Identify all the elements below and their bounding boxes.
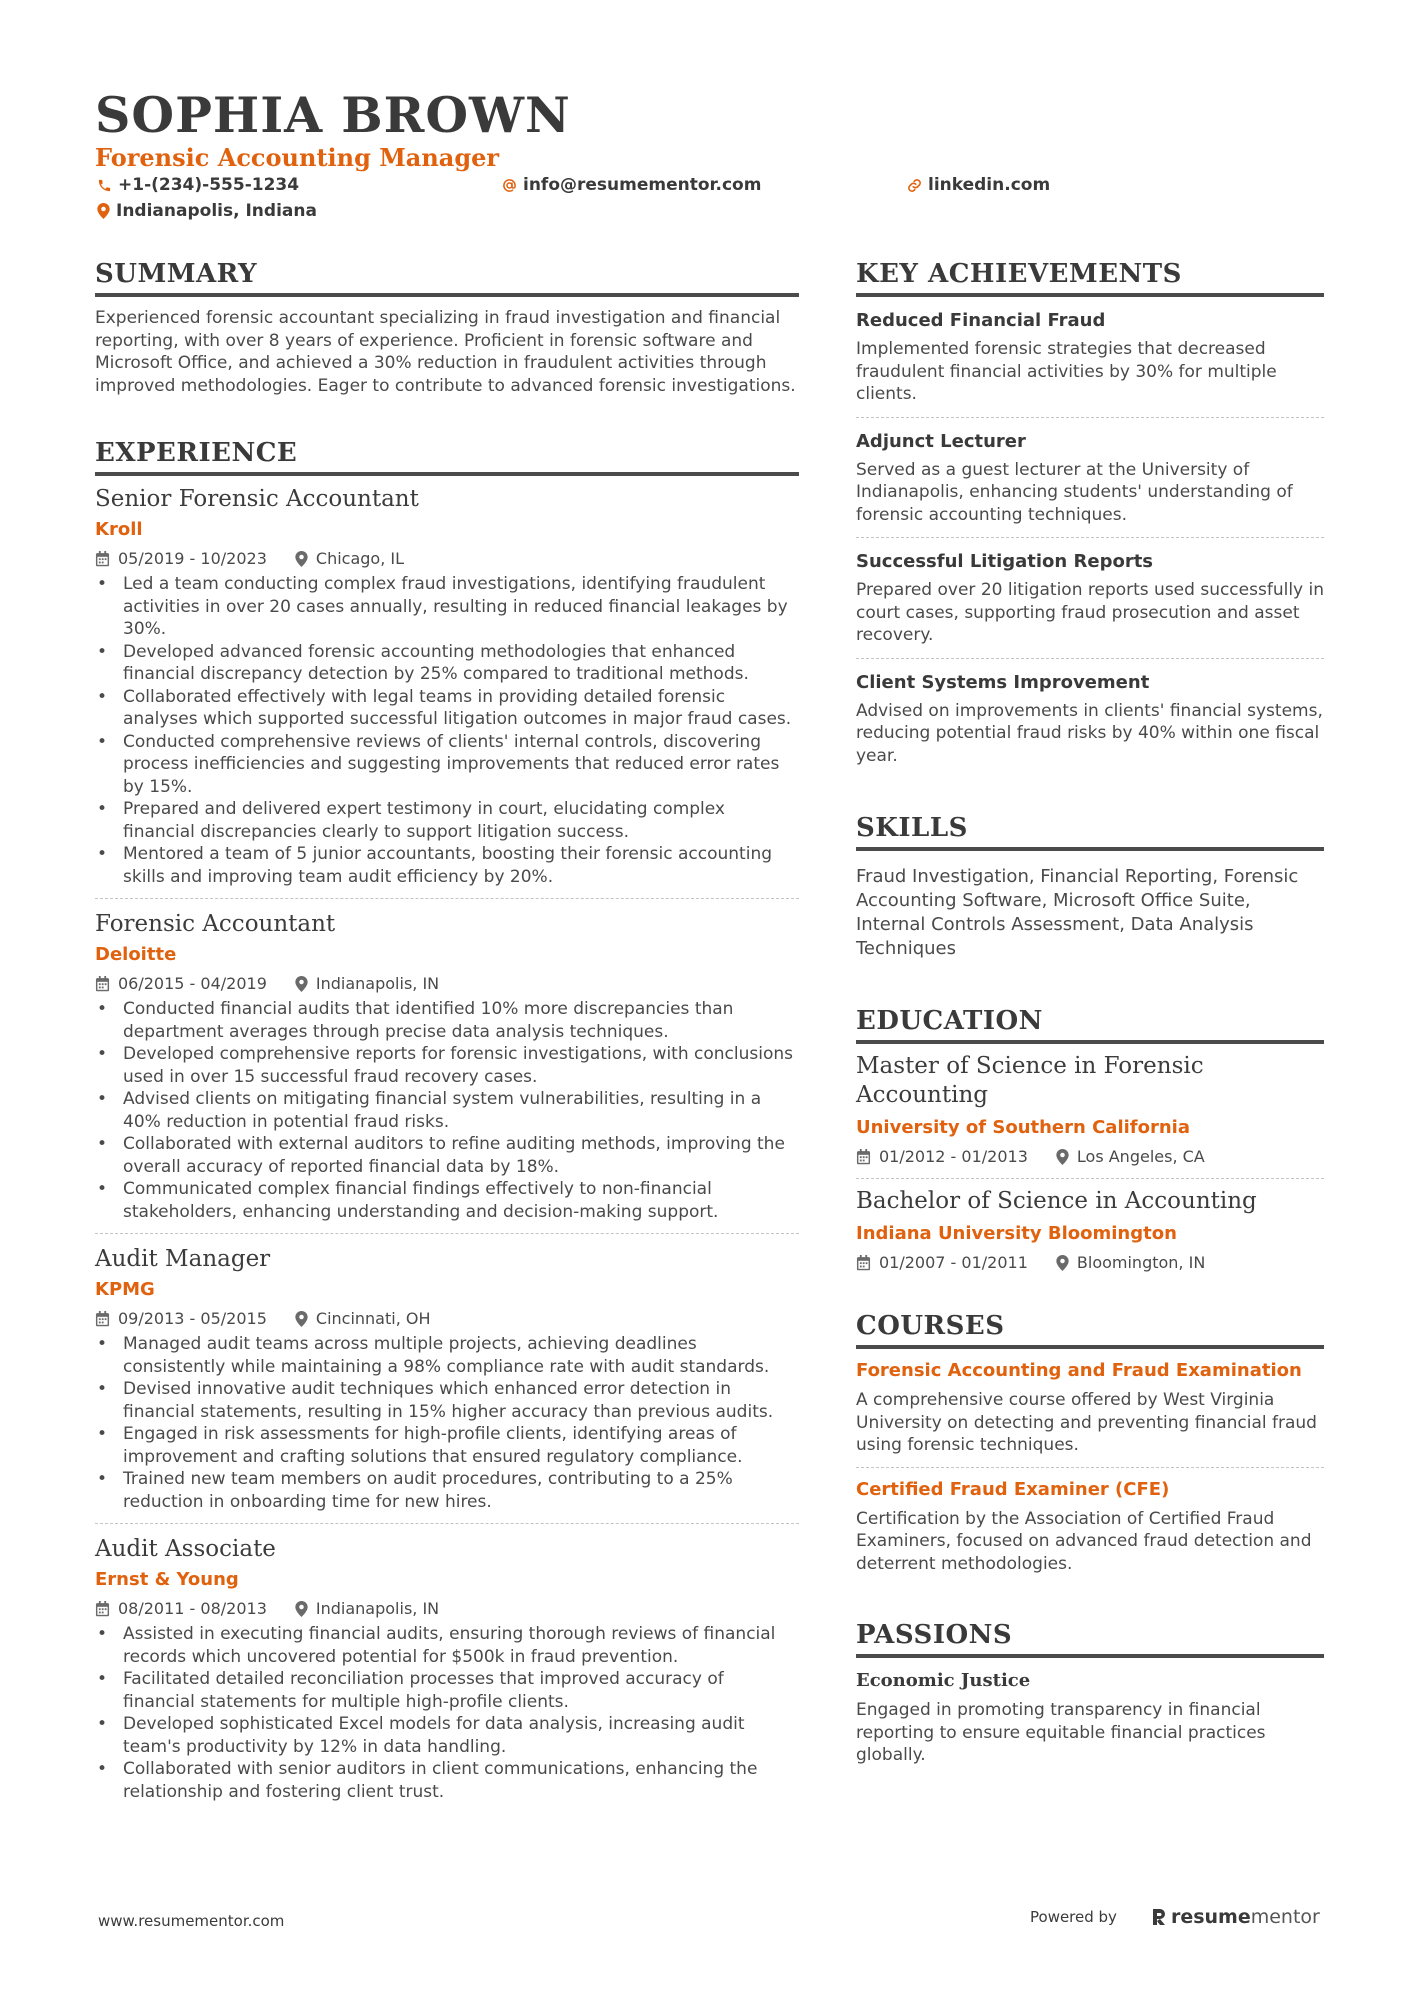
education-dates: 01/2007 - 01/2011 [879,1253,1028,1272]
skills-title: SKILLS [856,812,1324,851]
achievement-item [856,418,1324,539]
job-bullet: • Developed comprehensive reports for forensic investigations, with conclusions used in over 15 successful fraud recovery cases. [95,1043,799,1088]
job-bullet: • Assisted in executing financial audits, ensuring thorough reviews of financial records which uncovered potential for $500k in fraud prevention. [95,1623,799,1668]
job-company: Ernst & Young [95,1569,239,1590]
job-bullet: • Trained new team members on audit procedures, contributing to a 25% reduction in onboarding time for new hires. [95,1468,799,1513]
location-pin-icon [295,976,308,992]
job-meta [95,1308,799,1330]
education-section [856,1005,1324,1284]
job-title: Forensic Accountant [95,911,336,937]
location-pin-icon [1056,1255,1069,1271]
achievements-title: KEY ACHIEVEMENTS [856,258,1324,297]
achievement-title: Adjunct Lecturer [856,430,1026,452]
education-school: University of Southern California [856,1117,1191,1138]
education-meta [856,1146,1324,1168]
brand-bold: resume [1170,1906,1251,1928]
education-degree: Master of Science in Forensic Accounting [856,1053,1204,1108]
location-text: Indianapolis, Indiana [116,201,317,221]
job-entry [95,484,799,899]
job-dates: 06/2015 - 04/2019 [118,974,267,993]
achievement-text: Implemented forensic strategies that decreased fraudulent financial activities by 30% for multiple clients. [856,339,1277,404]
education-location: Bloomington, IN [1076,1253,1206,1272]
candidate-role: Forensic Accounting Manager [95,143,500,172]
link-icon [907,178,922,193]
job-location: Chicago, IL [315,549,404,568]
job-title: Audit Associate [95,1536,276,1562]
course-item [856,1349,1324,1468]
course-title: Certified Fraud Examiner (CFE) [856,1478,1170,1500]
courses-title: COURSES [856,1310,1324,1349]
contact-phone[interactable] [97,174,299,196]
passion-text: Engaged in promoting transparency in financial reporting to ensure equitable financial practices globally. [856,1700,1266,1765]
job-entry [95,909,799,1234]
candidate-name: SOPHIA BROWN [95,86,571,144]
calendar-icon [95,1311,110,1327]
job-bullets [95,573,799,888]
phone-icon [97,178,112,193]
location-pin-icon [295,1601,308,1617]
achievement-text: Served as a guest lecturer at the University of Indianapolis, enhancing students' understanding of forensic accounting techniques. [856,459,1293,525]
job-bullet: • Conducted financial audits that identified 10% more discrepancies than department averages through precise data analysis techniques. [95,998,799,1043]
job-bullet: • Engaged in risk assessments for high-profile clients, identifying areas of improvement and crafting solutions that ensured regulatory compliance. [95,1423,799,1468]
job-bullet: • Conducted comprehensive reviews of clients' internal controls, discovering process inefficiencies and suggesting improvements that reduced error rates by 15%. [95,731,799,799]
job-bullets [95,1623,799,1803]
calendar-icon [95,976,110,992]
job-dates: 08/2011 - 08/2013 [118,1599,267,1618]
education-location: Los Angeles, CA [1076,1147,1205,1166]
calendar-icon [856,1255,871,1271]
achievement-item [856,659,1324,779]
location-pin-icon [1056,1149,1069,1165]
powered-by-text: Powered by [1030,1908,1117,1926]
course-item [856,1468,1324,1586]
skills-section [856,812,1324,961]
location-pin-icon [97,203,110,219]
job-meta [95,973,799,995]
education-degree: Bachelor of Science in Accounting [856,1188,1257,1214]
job-location: Cincinnati, OH [315,1309,431,1328]
job-bullet: • Communicated complex financial findings effectively to non-financial stakeholders, enhancing understanding and decision-making support. [95,1178,799,1223]
achievement-item [856,538,1324,659]
achievement-text: Advised on improvements in clients' financial systems, reducing potential fraud risks by 40% within one fiscal year. [856,700,1323,766]
job-meta [95,1598,799,1620]
contact-location [97,200,317,222]
achievement-title: Successful Litigation Reports [856,551,1154,572]
job-bullet: • Collaborated effectively with legal teams in providing detailed forensic analyses which supported successful litigation outcomes in major fraud cases. [95,686,799,731]
phone-text: +1-(234)-555-1234 [118,175,300,195]
email-text: info@resumementor.com [523,175,762,195]
job-location: Indianapolis, IN [315,974,440,993]
education-dates: 01/2012 - 01/2013 [879,1147,1028,1166]
courses-section [856,1310,1324,1585]
course-title: Forensic Accounting and Fraud Examination [856,1360,1302,1381]
education-meta [856,1252,1324,1274]
passions-section [856,1619,1324,1767]
job-dates: 05/2019 - 10/2023 [118,549,267,568]
course-text: A comprehensive course offered by West Virginia University on detecting and preventing financial fraud using forensic techniques. [856,1390,1317,1455]
location-pin-icon [295,1311,308,1327]
footer-website[interactable]: www.resumementor.com [98,1912,285,1930]
achievements-section [856,258,1324,778]
job-bullet: • Facilitated detailed reconciliation processes that improved accuracy of financial statements for multiple high-profile clients. [95,1668,799,1713]
footer-brand [1030,1906,1320,1928]
brand-light: mentor [1250,1906,1320,1928]
achievement-title: Reduced Financial Fraud [856,310,1106,331]
passions-title: PASSIONS [856,1619,1324,1658]
job-title: Audit Manager [95,1246,271,1272]
resumementor-logo-icon [1151,1907,1167,1927]
job-dates: 09/2013 - 05/2015 [118,1309,267,1328]
education-item [856,1179,1324,1284]
job-bullet: • Devised innovative audit techniques which enhanced error detection in financial statements, resulting in 15% higher accuracy than previous audits. [95,1378,799,1423]
job-location: Indianapolis, IN [315,1599,440,1618]
job-bullets [95,998,799,1223]
job-bullet: • Collaborated with external auditors to refine auditing methods, improving the overall accuracy of reported financial data by 18%. [95,1133,799,1178]
experience-section [95,437,799,1813]
skills-text: Fraud Investigation, Financial Reporting, Forensic Accounting Software, Microsoft Office Suite, Internal Controls Assessment, Data Analysis Techniques [856,866,1299,959]
calendar-icon [95,1601,110,1617]
calendar-icon [95,551,110,567]
job-company: KPMG [95,1279,155,1300]
education-item [856,1044,1324,1179]
at-icon [502,178,517,193]
job-entry [95,1244,799,1524]
experience-list [95,484,799,1813]
job-bullet: • Led a team conducting complex fraud investigations, identifying fraudulent activities in over 20 cases annually, resulting in reduced financial leakages by 30%. [95,573,799,641]
achievement-item [856,297,1324,418]
summary-text: Experienced forensic accountant specializing in fraud investigation and financial reporting, with over 8 years of experience. Proficient in forensic software and Microsoft Office, and achieved a 30% reduction in fraudulent activities through improved methodologies. Eager to contribute to advanced forensic investigations. [95,308,796,396]
job-company: Deloitte [95,944,177,965]
right-column [856,258,1324,1767]
summary-section [95,258,799,397]
calendar-icon [856,1149,871,1165]
job-entry [95,1534,799,1813]
job-company: Kroll [95,519,143,540]
contact-linkedin[interactable] [907,174,1050,196]
job-bullet: • Developed sophisticated Excel models for data analysis, increasing audit team's productivity by 12% in data handling. [95,1713,799,1758]
achievement-title: Client Systems Improvement [856,671,1150,693]
job-bullet: • Prepared and delivered expert testimony in court, elucidating complex financial discrepancies clearly to support litigation success. [95,798,799,843]
summary-title: SUMMARY [95,258,799,297]
location-pin-icon [295,551,308,567]
job-title: Senior Forensic Accountant [95,486,419,512]
brand-logo[interactable] [1151,1906,1320,1928]
achievement-text: Prepared over 20 litigation reports used successfully in court cases, supporting fraud prosecution and asset recovery. [856,580,1324,645]
left-column [95,258,799,1813]
job-meta [95,548,799,570]
job-bullet: • Developed advanced forensic accounting methodologies that enhanced financial discrepancy detection by 25% compared to traditional methods. [95,641,799,686]
job-bullet: • Collaborated with senior auditors in client communications, enhancing the relationship and fostering client trust. [95,1758,799,1803]
education-title: EDUCATION [856,1005,1324,1044]
contact-email[interactable] [502,174,761,196]
course-text: Certification by the Association of Certified Fraud Examiners, focused on advanced fraud detection and deterrent methodologies. [856,1508,1312,1574]
linkedin-text: linkedin.com [928,175,1051,195]
job-bullet: • Mentored a team of 5 junior accountants, boosting their forensic accounting skills and improving team audit efficiency by 20%. [95,843,799,888]
passion-title: Economic Justice [856,1670,1031,1691]
experience-title: EXPERIENCE [95,437,799,476]
job-bullet: • Managed audit teams across multiple projects, achieving deadlines consistently while maintaining a 98% compliance rate with audit standards. [95,1333,799,1378]
job-bullet: • Advised clients on mitigating financial system vulnerabilities, resulting in a 40% reduction in potential fraud risks. [95,1088,799,1133]
education-school: Indiana University Bloomington [856,1223,1177,1244]
job-bullets [95,1333,799,1513]
